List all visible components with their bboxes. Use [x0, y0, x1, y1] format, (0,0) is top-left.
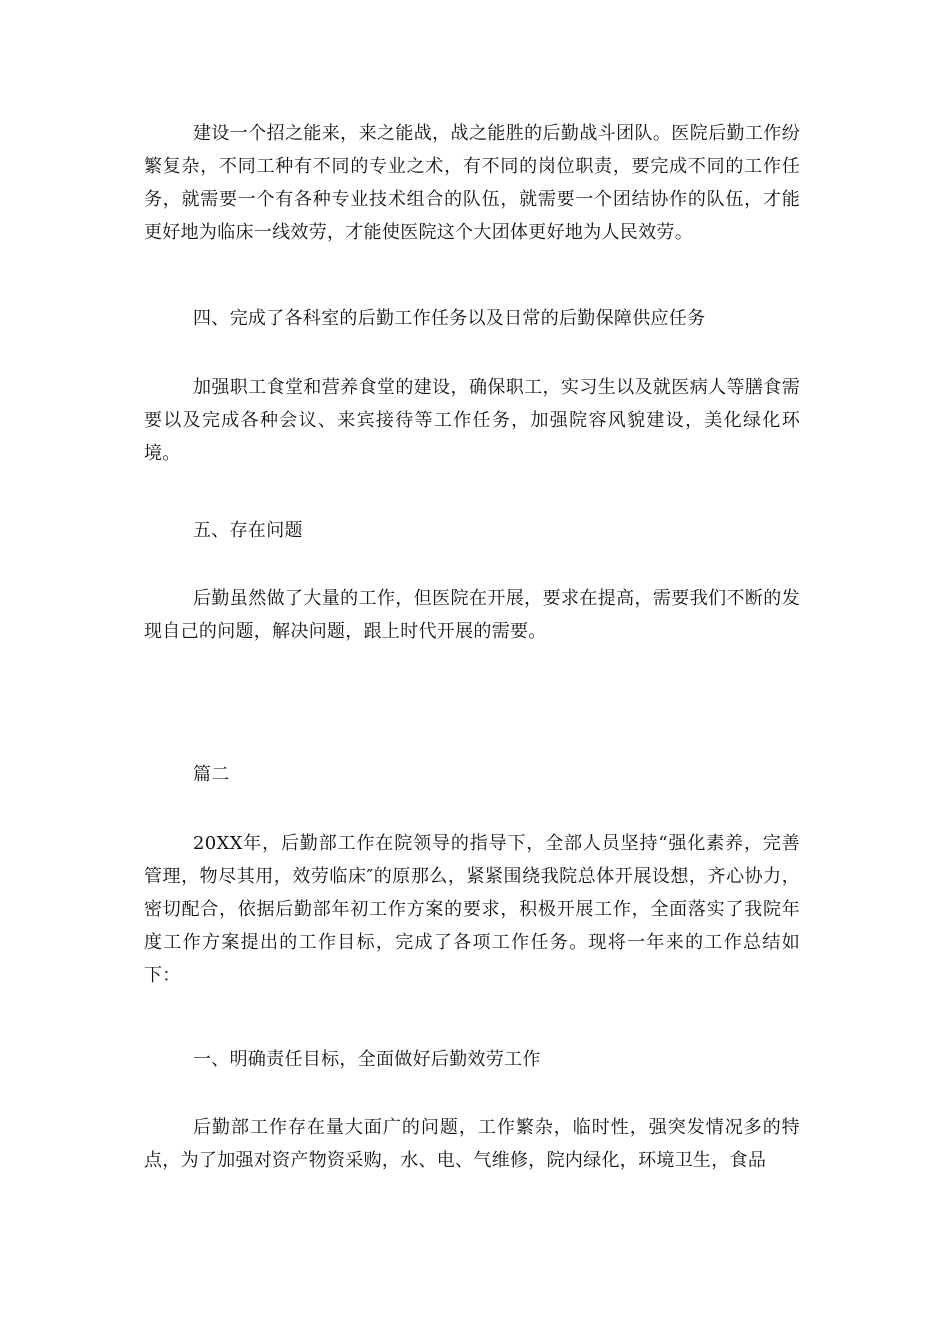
paragraph-logistics-work: 后勤部工作存在量大面广的问题，工作繁杂，临时性，强突发情况多的特点，为了加强对资产物资采购，水、电、气维修，院内绿化，环境卫生，食品: [144, 1117, 800, 1171]
heading-section-five: 五、存在问题: [193, 520, 303, 541]
heading-section-one: 一、明确责任目标，全面做好后勤效劳工作: [193, 1049, 541, 1070]
paragraph-problems: 后勤虽然做了大量的工作，但医院在开展，要求在提高，需要我们不断的发现自己的问题，解决问题，跟上时代开展的需要。: [144, 588, 800, 642]
paragraph-canteen: 加强职工食堂和营养食堂的建设，确保职工，实习生以及就医病人等膳食需要以及完成各种会议、来宾接待等工作任务，加强院容风貌建设，美化绿化环境。: [144, 377, 800, 464]
heading-part-two: 篇二: [193, 764, 230, 785]
paragraph-annual-summary: 20XX年，后勤部工作在院领导的指导下，全部人员坚持“强化素养，完善管理，物尽其用，效劳临床″的原那么，紧紧围绕我院总体开展设想，齐心协力，密切配合，依据后勤部年初工作方案的要求，积极开展工作，全面落实了我院年度工作方案提出的工作目标，完成了各项工作任务。现将一年来的工作总结如下：: [144, 833, 800, 986]
paragraph-team-building: 建设一个招之能来，来之能战，战之能胜的后勤战斗团队。医院后勤工作纷繁复杂，不同工种有不同的专业之术，有不同的岗位职责，要完成不同的工作任务，就需要一个有各种专业技术组合的队伍，就需要一个团结协作的队伍，才能更好地为临床一线效劳，才能使医院这个大团体更好地为人民效劳。: [144, 123, 800, 243]
heading-section-four: 四、完成了各科室的后勤工作任务以及日常的后勤保障供应任务: [193, 308, 706, 329]
